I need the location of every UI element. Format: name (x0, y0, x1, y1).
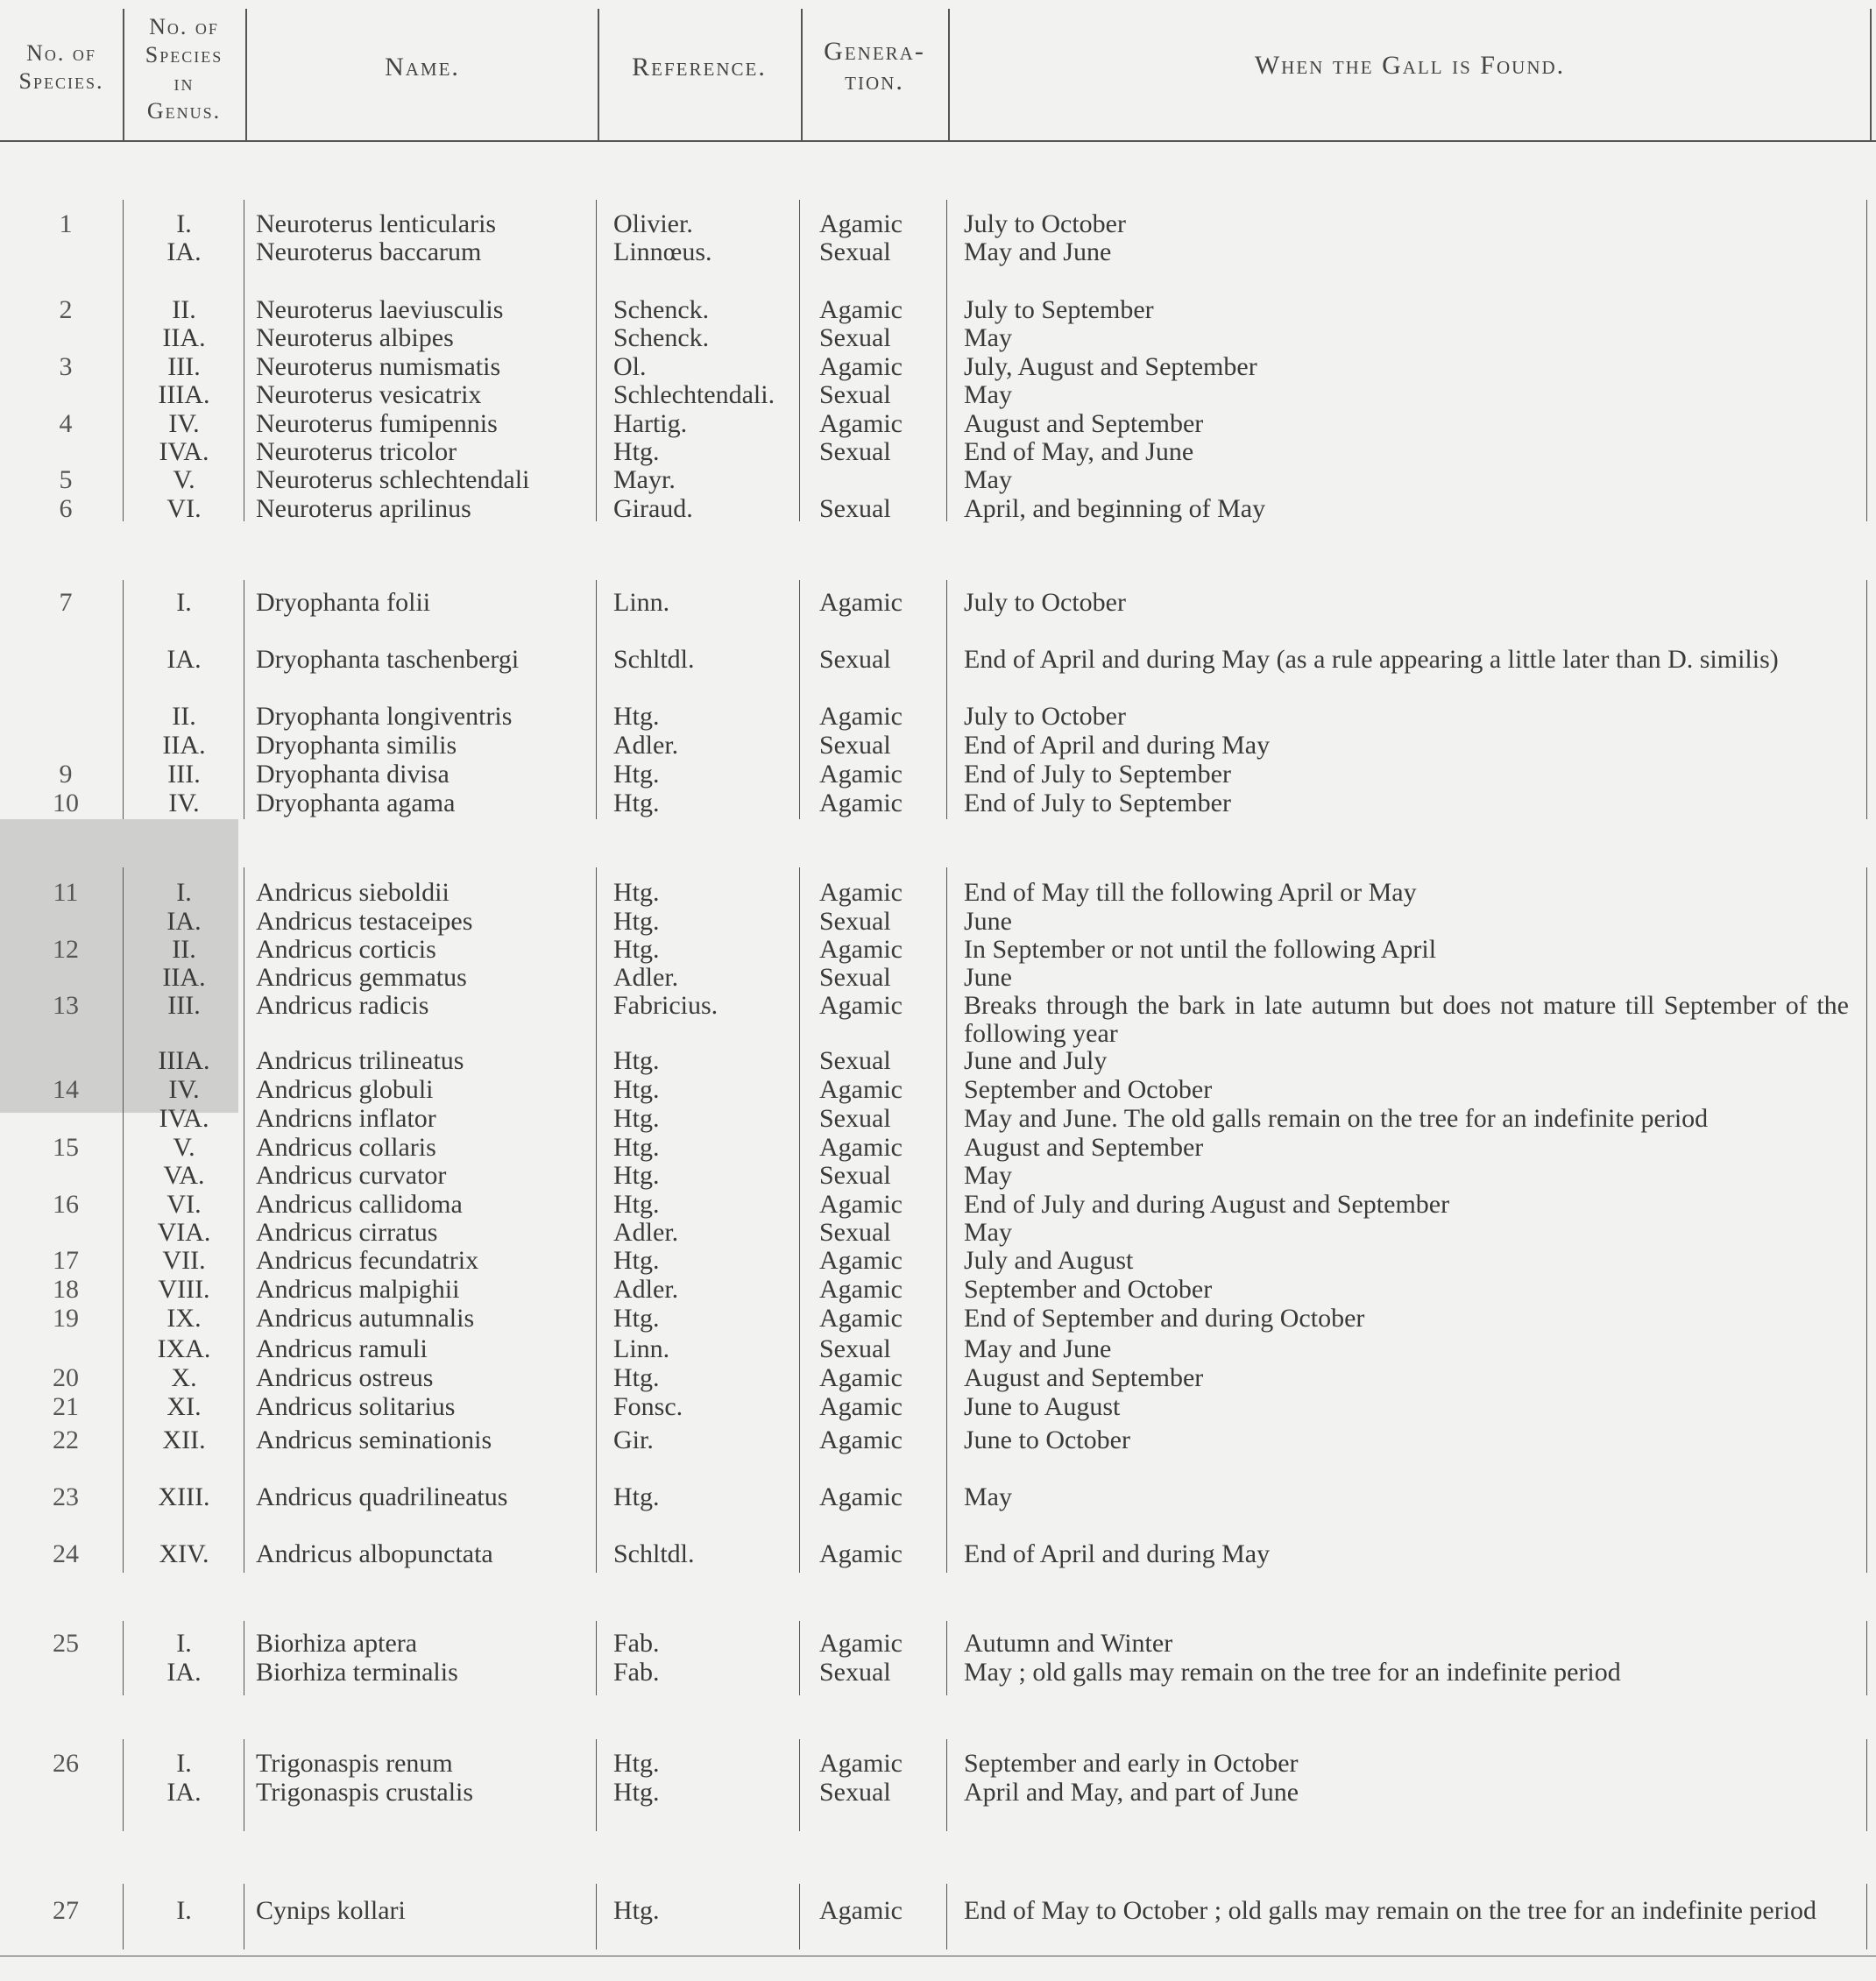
reference: Htg. (613, 1161, 660, 1190)
generation: Sexual (819, 494, 891, 523)
generation: Sexual (819, 1046, 891, 1075)
header-no-species-line2: Species. (18, 68, 104, 94)
species-number: 21 (53, 1392, 79, 1421)
species-name: Andricus albopunctata (256, 1539, 493, 1568)
generation: Sexual (819, 437, 891, 466)
reference: Gir. (613, 1426, 654, 1454)
when-found: June and July (964, 1046, 1108, 1075)
species-name: Dryophanta longiventris (256, 702, 513, 731)
table-row (0, 1219, 1876, 1247)
when-found: September and October (964, 1075, 1213, 1104)
reference: Linn. (613, 588, 670, 617)
species-name: Andricus curvator (256, 1161, 447, 1190)
table-row (0, 1364, 1876, 1392)
genus-number: V. (173, 1133, 195, 1162)
species-name: Trigonaspis crustalis (256, 1778, 474, 1807)
species-number: 13 (53, 991, 79, 1020)
genus-number: IVA. (159, 1104, 209, 1133)
reference: Htg. (613, 1896, 660, 1925)
reference: Fabricius. (613, 991, 719, 1020)
table-row (0, 1779, 1876, 1807)
generation: Sexual (819, 237, 891, 266)
generation: Agamic (819, 1363, 903, 1392)
reference: Fab. (613, 1658, 660, 1687)
species-number: 10 (53, 789, 79, 817)
header-divider-3 (598, 9, 599, 140)
when-found: May (964, 465, 1012, 494)
when-found: May and June. The old galls remain on the tree for an indefinite period (964, 1104, 1709, 1133)
header-name: Name. (385, 53, 460, 81)
table-row (0, 646, 1876, 674)
reference: Fonsc. (613, 1392, 683, 1421)
species-name: Andricus radicis (256, 991, 429, 1020)
genus-number: IV. (168, 789, 200, 817)
when-found: September and early in October (964, 1749, 1299, 1778)
species-name: Andricus testaceipes (256, 907, 473, 936)
species-name: Neuroterus albipes (256, 323, 454, 352)
generation: Sexual (819, 1778, 891, 1807)
generation: Sexual (819, 1658, 891, 1687)
header-no-genus-line3: in (173, 70, 195, 96)
when-found: May (964, 1218, 1012, 1247)
generation: Agamic (819, 1539, 903, 1568)
table-row (0, 1897, 1876, 1925)
reference: Htg. (613, 1133, 660, 1162)
genus-number: I. (176, 588, 192, 617)
header-no-genus-line1: No. of (149, 14, 219, 39)
species-name: Andricus gemmatus (256, 963, 467, 992)
species-name: Cynips kollari (256, 1896, 406, 1925)
table-row (0, 732, 1876, 760)
genus-number: I. (176, 878, 192, 907)
species-number: 2 (59, 295, 73, 324)
table-row (0, 1276, 1876, 1304)
genus-number: IIIA. (158, 1046, 210, 1075)
species-name: Andricus seminationis (256, 1426, 492, 1454)
generation: Agamic (819, 760, 903, 789)
species-name: Neuroterus numismatis (256, 352, 501, 381)
table-row (0, 1393, 1876, 1421)
genus-number: X. (171, 1363, 197, 1392)
reference: Htg. (613, 1363, 660, 1392)
header-no-species (0, 39, 123, 96)
generation: Agamic (819, 409, 903, 438)
species-name: Neuroterus aprilinus (256, 494, 471, 523)
genus-number: IA. (166, 237, 202, 266)
reference: Htg. (613, 789, 660, 817)
reference: Htg. (613, 760, 660, 789)
reference: Htg. (613, 1778, 660, 1807)
species-number: 16 (53, 1190, 79, 1219)
table-row (0, 466, 1876, 494)
table-row (0, 1191, 1876, 1219)
species-number: 23 (53, 1482, 79, 1511)
species-name: Dryophanta divisa (256, 760, 450, 789)
table-row (0, 1162, 1876, 1190)
reference: Hartig. (613, 409, 688, 438)
species-number: 27 (53, 1896, 79, 1925)
reference: Htg. (613, 907, 660, 936)
species-name: Andricus sieboldii (256, 878, 450, 907)
reference: Linnœus. (613, 237, 712, 266)
table-row (0, 495, 1876, 523)
species-name: Andricus autumnalis (256, 1304, 475, 1333)
species-name: Andricus malpighii (256, 1275, 460, 1304)
species-name: Andricus quadrilineatus (256, 1482, 508, 1511)
species-name: Neuroterus schlechtendali (256, 465, 530, 494)
when-found: June to August (964, 1392, 1121, 1421)
species-number: 12 (53, 935, 79, 964)
reference: Schenck. (613, 295, 710, 324)
when-found: End of May to October ; old galls may remain on the tree for an indefinite period (964, 1896, 1817, 1925)
genus-number: I. (176, 1629, 192, 1658)
genus-number: IX. (166, 1304, 202, 1333)
header-no-species-line1: No. of (26, 40, 96, 66)
when-found: End of July to September (964, 760, 1231, 789)
table-row (0, 238, 1876, 266)
generation: Sexual (819, 645, 891, 674)
genus-number: II. (172, 702, 196, 731)
reference: Htg. (613, 1246, 660, 1275)
species-name: Andricus collaris (256, 1133, 436, 1162)
generation: Agamic (819, 1075, 903, 1104)
header-divider-4 (801, 9, 803, 140)
species-name: Dryophanta taschenbergi (256, 645, 520, 674)
genus-number: IVA. (159, 437, 209, 466)
when-found: June (964, 907, 1012, 936)
when-found: End of September and during October (964, 1304, 1365, 1333)
genus-number: IA. (166, 645, 202, 674)
when-found: July to September (964, 295, 1154, 324)
generation: Sexual (819, 1218, 891, 1247)
reference: Htg. (613, 437, 660, 466)
species-name: Biorhiza aptera (256, 1629, 418, 1658)
table-row (0, 1305, 1876, 1333)
species-number: 1 (59, 209, 73, 238)
header-divider-2 (245, 9, 247, 140)
genus-number: IV. (168, 409, 200, 438)
generation: Sexual (819, 731, 891, 760)
reference: Schltdl. (613, 645, 695, 674)
table-row (0, 936, 1876, 964)
species-number: 15 (53, 1133, 79, 1162)
species-name: Andricus corticis (256, 935, 436, 964)
species-name: Andricus solitarius (256, 1392, 456, 1421)
generation: Agamic (819, 1246, 903, 1275)
reference: Adler. (613, 731, 679, 760)
header-no-genus-line2: Species (145, 42, 223, 67)
generation: Agamic (819, 1482, 903, 1511)
species-number: 7 (59, 588, 73, 617)
generation: Agamic (819, 352, 903, 381)
generation: Sexual (819, 1334, 891, 1363)
header-divider-1 (123, 9, 124, 140)
reference: Adler. (613, 1275, 679, 1304)
generation: Sexual (819, 380, 891, 409)
when-found: July to October (964, 588, 1126, 617)
table-row (0, 1483, 1876, 1511)
species-name: Neuroterus baccarum (256, 237, 482, 266)
reference: Htg. (613, 1075, 660, 1104)
table-row (0, 438, 1876, 466)
when-found: End of April and during May (964, 731, 1271, 760)
when-found: July to October (964, 209, 1126, 238)
when-found: September and October (964, 1275, 1213, 1304)
header-generation-line1: Genera- (824, 37, 925, 66)
species-name: Andricus callidoma (256, 1190, 463, 1219)
when-found: End of May till the following April or May (964, 878, 1417, 907)
reference: Schlechtendali. (613, 380, 775, 409)
table-row (0, 908, 1876, 936)
species-name: Neuroterus fumipennis (256, 409, 498, 438)
genus-number: XI. (166, 1392, 202, 1421)
genus-number: IIA. (162, 323, 206, 352)
when-found: April and May, and part of June (964, 1778, 1299, 1807)
species-number: 3 (59, 352, 73, 381)
table-row (0, 1335, 1876, 1363)
species-number: 14 (53, 1075, 79, 1104)
when-found: May and June (964, 237, 1112, 266)
when-found: July and August (964, 1246, 1134, 1275)
genus-number: VA. (163, 1161, 205, 1190)
genus-number: XIV. (159, 1539, 209, 1568)
genus-number: IXA. (157, 1334, 211, 1363)
header-divider-5 (948, 9, 950, 140)
species-number: 9 (59, 760, 73, 789)
generation: Agamic (819, 588, 903, 617)
when-found: May (964, 1482, 1012, 1511)
species-name: Biorhiza terminalis (256, 1658, 458, 1687)
species-number: 4 (59, 409, 73, 438)
generation: Agamic (819, 991, 903, 1020)
table-row (0, 1540, 1876, 1568)
genus-number: XIII. (158, 1482, 210, 1511)
generation: Agamic (819, 702, 903, 731)
genus-number: III. (167, 991, 201, 1020)
species-number: 18 (53, 1275, 79, 1304)
when-found: May ; old galls may remain on the tree for an indefinite period (964, 1658, 1621, 1687)
genus-number: III. (167, 760, 201, 789)
when-found: August and September (964, 1133, 1204, 1162)
genus-number: II. (172, 295, 196, 324)
generation: Sexual (819, 963, 891, 992)
species-number: 17 (53, 1246, 79, 1275)
genus-number: III. (167, 352, 201, 381)
table-row (0, 1047, 1876, 1075)
reference: Schenck. (613, 323, 710, 352)
header-generation-line2: tion. (845, 67, 904, 96)
header-no-genus (123, 13, 245, 125)
table-row (0, 1105, 1876, 1133)
species-name: Neuroterus vesicatrix (256, 380, 482, 409)
genus-number: I. (176, 1749, 192, 1778)
genus-number: XII. (162, 1426, 206, 1454)
species-number: 6 (59, 494, 73, 523)
species-name: Andricus fecundatrix (256, 1246, 479, 1275)
species-name: Dryophanta similis (256, 731, 457, 760)
species-name: Andricus cirratus (256, 1218, 438, 1247)
species-number: 22 (53, 1426, 79, 1454)
when-found: May (964, 323, 1012, 352)
species-name: Dryophanta folii (256, 588, 431, 617)
reference: Fab. (613, 1629, 660, 1658)
table-row (0, 761, 1876, 789)
reference: Htg. (613, 1749, 660, 1778)
when-found: End of May, and June (964, 437, 1194, 466)
species-name: Neuroterus lenticularis (256, 209, 497, 238)
when-found: End of April and during May (as a rule appearing a little later than D. similis) (964, 645, 1779, 674)
table-row (0, 410, 1876, 438)
species-number: 26 (53, 1749, 79, 1778)
header-generation (801, 37, 948, 96)
when-found: July to October (964, 702, 1126, 731)
species-number: 25 (53, 1629, 79, 1658)
generation: Agamic (819, 1629, 903, 1658)
genus-number: VI. (166, 1190, 202, 1219)
table-row (0, 381, 1876, 409)
table-row (0, 1426, 1876, 1454)
when-found: May and June (964, 1334, 1112, 1363)
generation: Agamic (819, 1426, 903, 1454)
header-when: When the Gall is Found. (1254, 51, 1566, 80)
generation: Sexual (819, 907, 891, 936)
when-found: August and September (964, 1363, 1204, 1392)
header-bottom-rule (0, 140, 1876, 142)
when-found: May (964, 380, 1012, 409)
generation: Agamic (819, 295, 903, 324)
table-row (0, 991, 1876, 1048)
table-row (0, 1134, 1876, 1162)
generation: Agamic (819, 1190, 903, 1219)
species-number: 5 (59, 465, 73, 494)
reference: Htg. (613, 1046, 660, 1075)
species-number: 11 (53, 878, 79, 907)
genus-number: IIA. (162, 963, 206, 992)
generation: Sexual (819, 323, 891, 352)
generation: Agamic (819, 1392, 903, 1421)
species-name: Andricus ramuli (256, 1334, 428, 1363)
header-divider-6 (1870, 9, 1872, 140)
generation: Agamic (819, 878, 903, 907)
species-name: Neuroterus laeviusculis (256, 295, 504, 324)
species-name: Trigonaspis renum (256, 1749, 453, 1778)
table-row (0, 1750, 1876, 1778)
reference: Adler. (613, 1218, 679, 1247)
species-name: Andricns inflator (256, 1104, 436, 1133)
species-name: Andricus globuli (256, 1075, 434, 1104)
table-row (0, 324, 1876, 352)
header-reference: Reference. (632, 53, 767, 81)
genus-number: IV. (168, 1075, 200, 1104)
when-found: June to October (964, 1426, 1130, 1454)
generation: Agamic (819, 1275, 903, 1304)
table-row (0, 879, 1876, 907)
reference: Htg. (613, 1482, 660, 1511)
generation: Agamic (819, 789, 903, 817)
table-row (0, 789, 1876, 817)
table-row (0, 353, 1876, 381)
table-row (0, 964, 1876, 992)
generation: Sexual (819, 1161, 891, 1190)
when-found: August and September (964, 409, 1204, 438)
species-number: 24 (53, 1539, 79, 1568)
genus-number: IA. (166, 1778, 202, 1807)
species-number: 19 (53, 1304, 79, 1333)
reference: Linn. (613, 1334, 670, 1363)
reference: Giraud. (613, 494, 693, 523)
genus-number: IA. (166, 1658, 202, 1687)
genus-number: IIA. (162, 731, 206, 760)
genus-number: IA. (166, 907, 202, 936)
reference: Htg. (613, 1304, 660, 1333)
reference: Olivier. (613, 209, 693, 238)
reference: Schltdl. (613, 1539, 695, 1568)
genus-number: II. (172, 935, 196, 964)
reference: Adler. (613, 963, 679, 992)
reference: Htg. (613, 702, 660, 731)
when-found: In September or not until the following April (964, 935, 1437, 964)
reference: Htg. (613, 1190, 660, 1219)
table-row (0, 1076, 1876, 1104)
reference: Ol. (613, 352, 647, 381)
when-found: Breaks through the bark in late autumn but does not mature till September of the following year (964, 991, 1849, 1048)
when-found: End of April and during May (964, 1539, 1271, 1568)
table-row (0, 1630, 1876, 1658)
generation: Sexual (819, 1104, 891, 1133)
species-name: Neuroterus tricolor (256, 437, 457, 466)
table-row (0, 1247, 1876, 1275)
genus-number: IIIA. (158, 380, 210, 409)
generation: Agamic (819, 1133, 903, 1162)
generation: Agamic (819, 935, 903, 964)
table-row (0, 210, 1876, 238)
species-name: Andricus ostreus (256, 1363, 434, 1392)
when-found: Autumn and Winter (964, 1629, 1173, 1658)
table-row (0, 703, 1876, 731)
when-found: May (964, 1161, 1012, 1190)
species-name: Dryophanta agama (256, 789, 456, 817)
table-row (0, 1659, 1876, 1687)
reference: Htg. (613, 878, 660, 907)
generation: Agamic (819, 209, 903, 238)
species-number: 20 (53, 1363, 79, 1392)
table-row (0, 589, 1876, 617)
genus-number: VIII. (158, 1275, 210, 1304)
when-found: April, and beginning of May (964, 494, 1266, 523)
genus-number: VI. (166, 494, 202, 523)
header-no-genus-line4: Genus. (146, 98, 222, 124)
species-name: Andricus trilineatus (256, 1046, 464, 1075)
table-row (0, 296, 1876, 324)
generation: Agamic (819, 1749, 903, 1778)
when-found: End of July and during August and September (964, 1190, 1450, 1219)
genus-number: VIA. (157, 1218, 211, 1247)
genus-number: VII. (162, 1246, 206, 1275)
genus-number: V. (173, 465, 195, 494)
when-found: June (964, 963, 1012, 992)
when-found: July, August and September (964, 352, 1257, 381)
generation: Agamic (819, 1896, 903, 1925)
reference: Mayr. (613, 465, 676, 494)
genus-number: I. (176, 209, 192, 238)
genus-number: I. (176, 1896, 192, 1925)
reference: Htg. (613, 1104, 660, 1133)
when-found: End of July to September (964, 789, 1231, 817)
reference: Htg. (613, 935, 660, 964)
generation: Agamic (819, 1304, 903, 1333)
